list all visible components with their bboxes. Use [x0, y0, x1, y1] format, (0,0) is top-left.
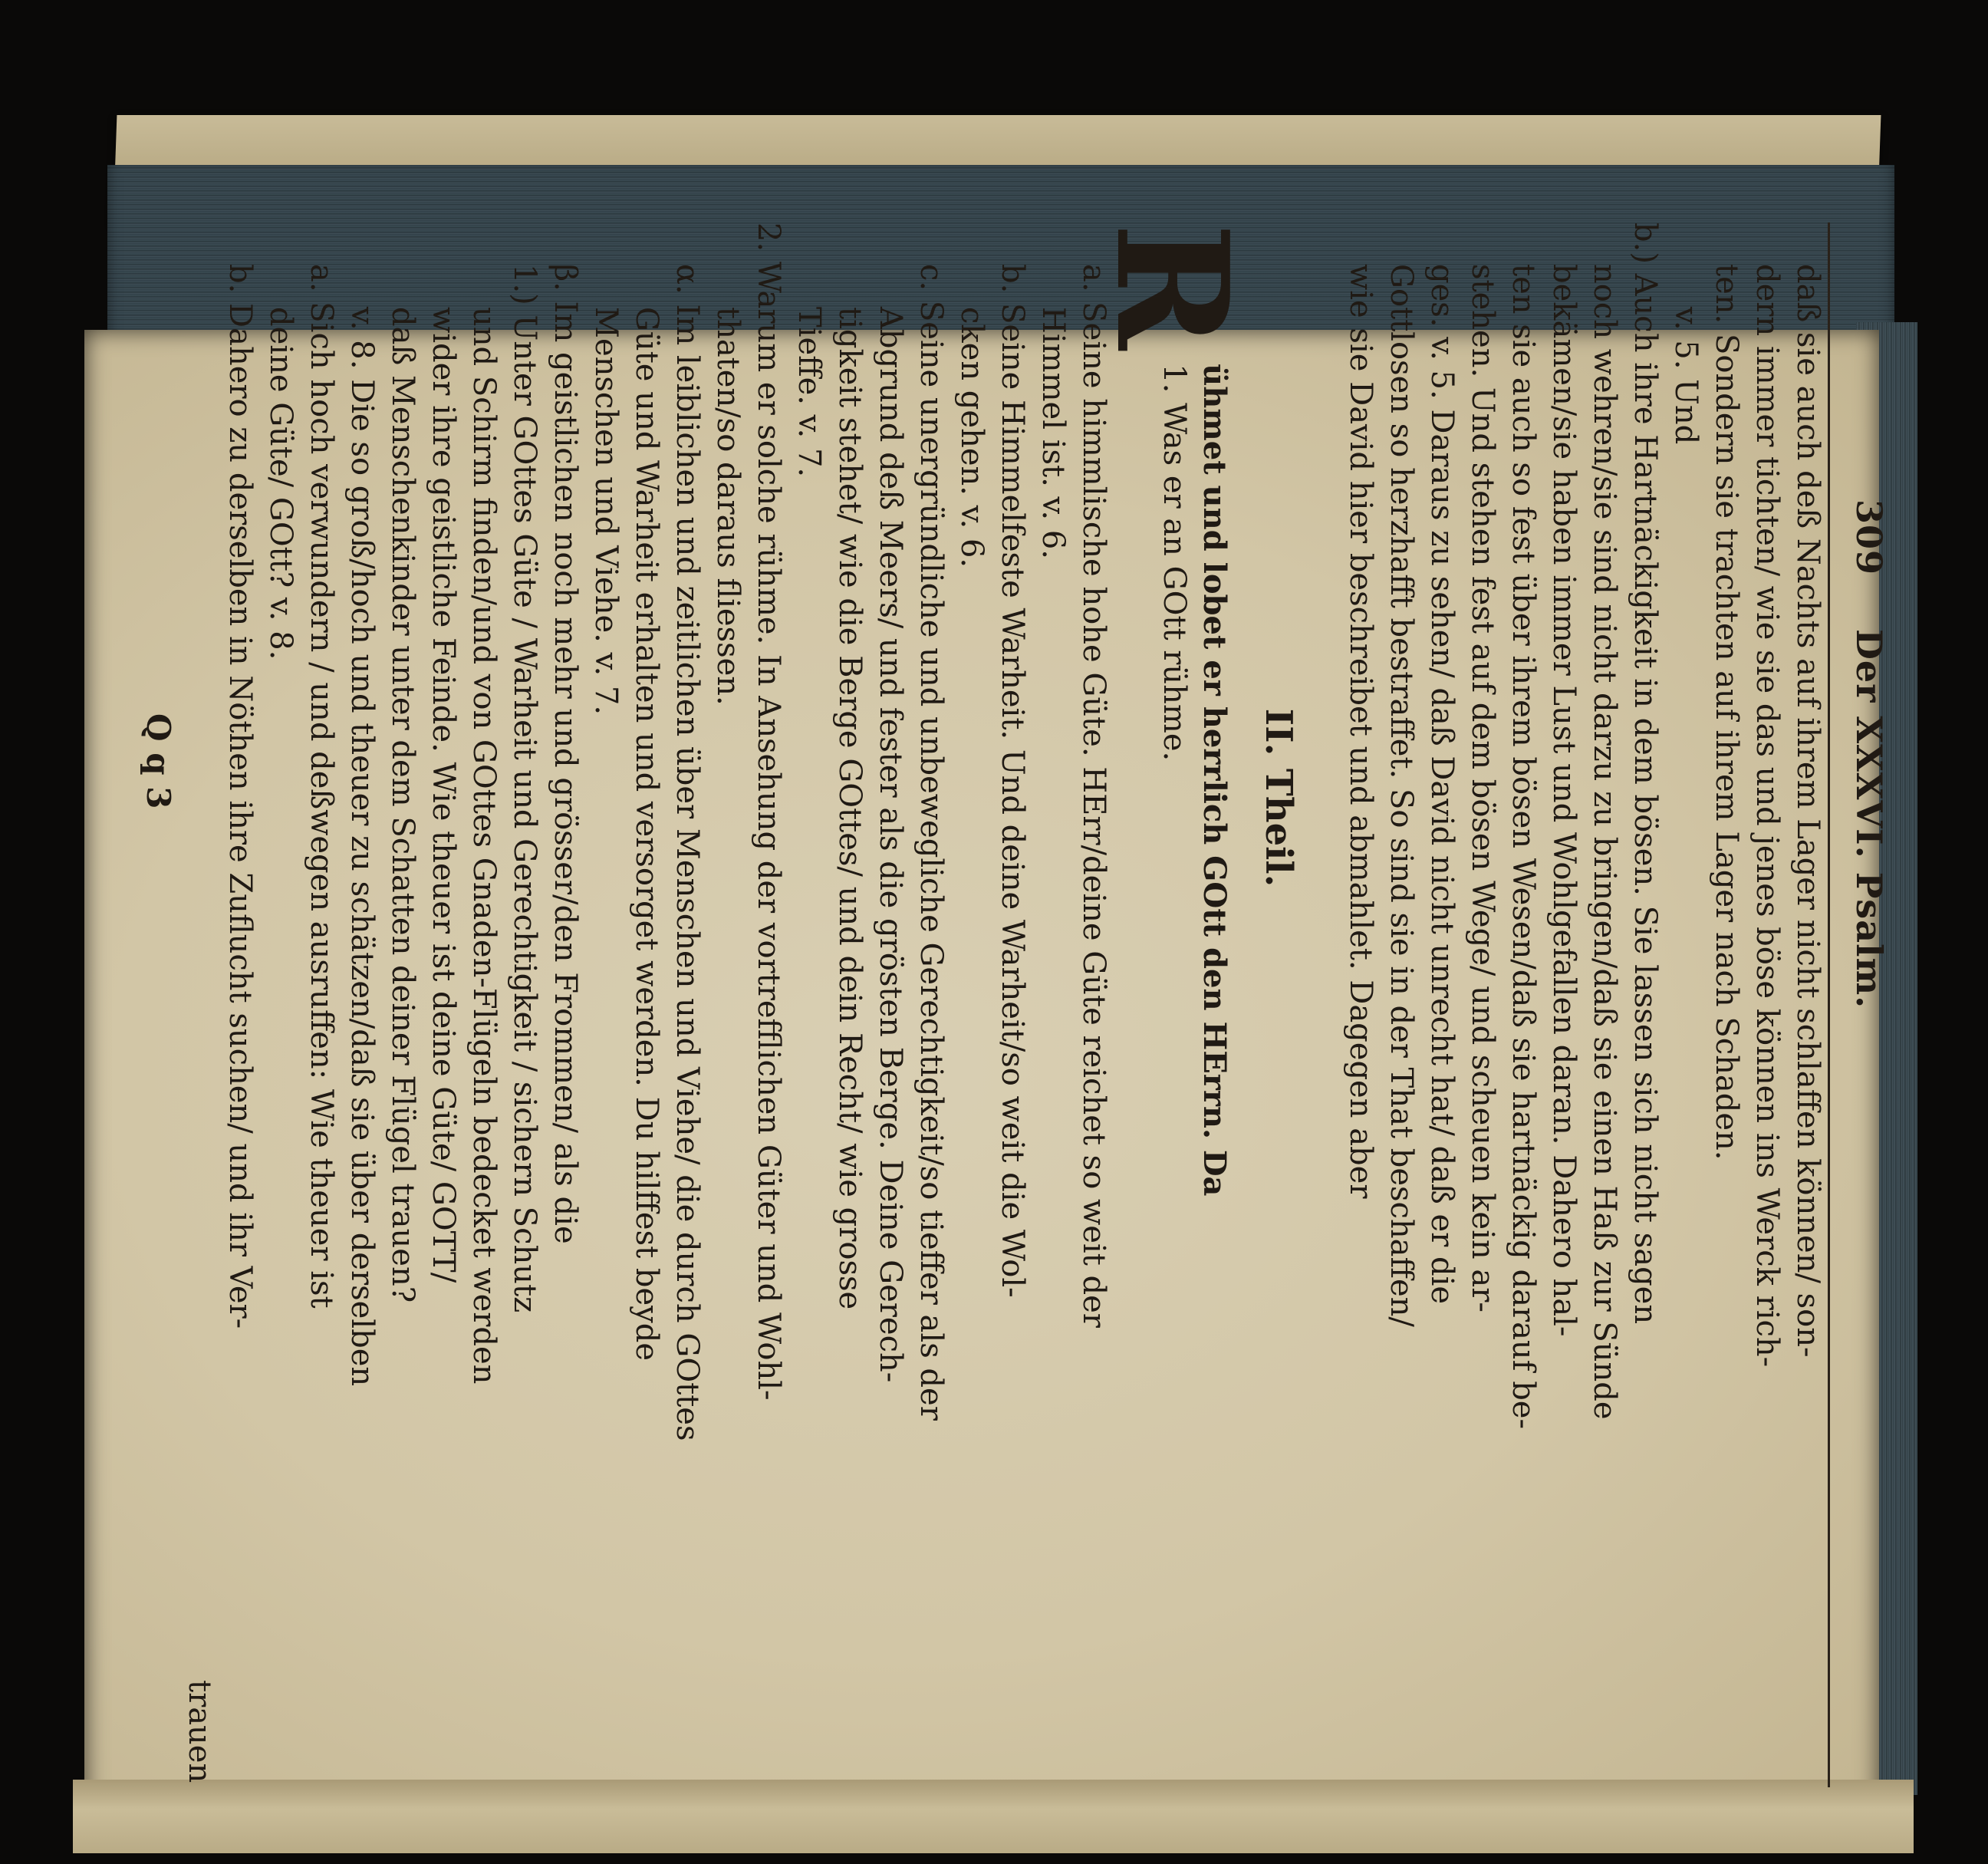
drop-cap: R	[1081, 222, 1262, 351]
text-line: stehen. Und stehen fest auf dem bösen Wege/ und scheuen kein ar-	[1465, 264, 1500, 1312]
text-line: tigkeit stehet/ wie die Berge GOttes/ und dein Recht/ wie grosse	[832, 307, 867, 1310]
text-line: thaten/so daraus fliessen.	[710, 307, 746, 706]
text-line: Güte und Warheit erhalten und versorget werden. Du hilffest beyde	[629, 307, 664, 1362]
text-line: noch wehren/sie sind nicht darzu zu bringen/daß sie einen Haß zur Sünde	[1587, 264, 1622, 1420]
text-line: ühmet und lobet er herrlich GOtt den HErrn. Da	[1196, 364, 1233, 1197]
text-line: wie sie David hier beschreibet und abmahlet. Dagegen aber	[1343, 264, 1378, 1199]
catchword: trauen	[182, 1680, 217, 1783]
text-body	[138, 222, 1828, 1787]
text-line: 2. Warum er solche rühme. In Ansehung der vortrefflichen Güter und Wohl-	[751, 222, 786, 1401]
text-line: ges. v. 5. Daraus zu sehen/ daß David nicht unrecht hat/ daß er die	[1424, 264, 1460, 1305]
text-line: cken gehen. v. 6.	[954, 307, 989, 568]
signature-mark: Q q 3	[140, 713, 177, 809]
text-line: 1. Was er an GOtt rühme.	[1157, 364, 1192, 762]
text-line: Abgrund deß Meers/ und fester als die grösten Berge. Deine Gerech-	[873, 307, 908, 1383]
text-line: c. Seine unergründliche und unbewegliche Gerechtigkeit/so tieffer als der	[913, 264, 949, 1421]
text-line: ten sie auch so fest über ihrem bösen Wesen/daß sie hartnäckig darauf be-	[1506, 264, 1541, 1429]
text-line: v. 8. Die so groß/hoch und theuer zu schätzen/daß sie über derselben	[344, 307, 380, 1387]
page-number: 309	[1848, 499, 1890, 575]
text-line: 1.) Unter GOttes Güte / Warheit und Gerechtigkeit / sichern Schutz	[507, 264, 542, 1313]
page-text	[140, 107, 1894, 1864]
text-line: Gottlosen so herzhafft bestraffet. So sind sie in der That beschaffen/	[1384, 264, 1419, 1327]
text-line: b. Dahero zu derselben in Nöthen ihre Zuflucht suchen/ und ihr Ver-	[222, 264, 258, 1329]
text-line: b. Seine Himmelfeste Warheit. Und deine Warheit/so weit die Wol-	[995, 264, 1030, 1298]
header-title: Der XXXVI. Psalm.	[1848, 629, 1890, 1009]
section-heading: II. Theil.	[1257, 708, 1300, 888]
text-line: a. Sich hoch verwundern / und deßwegen ausruffen: Wie theuer ist	[304, 264, 339, 1309]
text-line: β. Im geistlichen noch mehr und grösser/den Frommen/ als die	[548, 264, 583, 1244]
text-line: Himmel ist. v. 6.	[1035, 307, 1071, 559]
text-line: deine Güte/ GOtt? v. 8.	[263, 307, 298, 660]
text-line: ten. Sondern sie trachten auf ihrem Lager nach Schaden.	[1709, 264, 1744, 1161]
text-line: Tieffe. v. 7.	[792, 307, 827, 478]
text-line: wider ihre geistliche Feinde. Wie theuer ist deine Güte/ GOTT/	[426, 307, 461, 1283]
text-line: und Schirm finden/und von GOttes Gnaden-Flügeln bedecket werden	[466, 307, 502, 1385]
text-line: α. Im leiblichen und zeitlichen über Menschen und Viehe/ die durch GOttes	[670, 264, 705, 1441]
text-line: dern immer tichten/ wie sie das und jenes böse können ins Werck rich-	[1749, 264, 1785, 1368]
text-line: daß Menschenkinder unter dem Schatten deiner Flügel trauen?	[385, 307, 420, 1303]
text-line: bekämen/sie haben immer Lust und Wohlgefallen daran. Dahero hal-	[1546, 264, 1582, 1337]
text-line: a. Seine himmlische hohe Güte. HErr/deine Güte reichet so weit der	[1076, 264, 1111, 1328]
text-line: b.) Auch ihre Hartnäckigkeit in dem bösen. Sie lassen sich nicht sagen	[1628, 222, 1663, 1325]
text-line: daß sie auch deß Nachts auf ihrem Lager nicht schlaffen können/ son-	[1790, 264, 1825, 1358]
text-line: v. 5. Und	[1668, 307, 1703, 445]
text-line: Menschen und Viehe. v. 7.	[588, 307, 624, 716]
running-header	[1830, 107, 1894, 1864]
